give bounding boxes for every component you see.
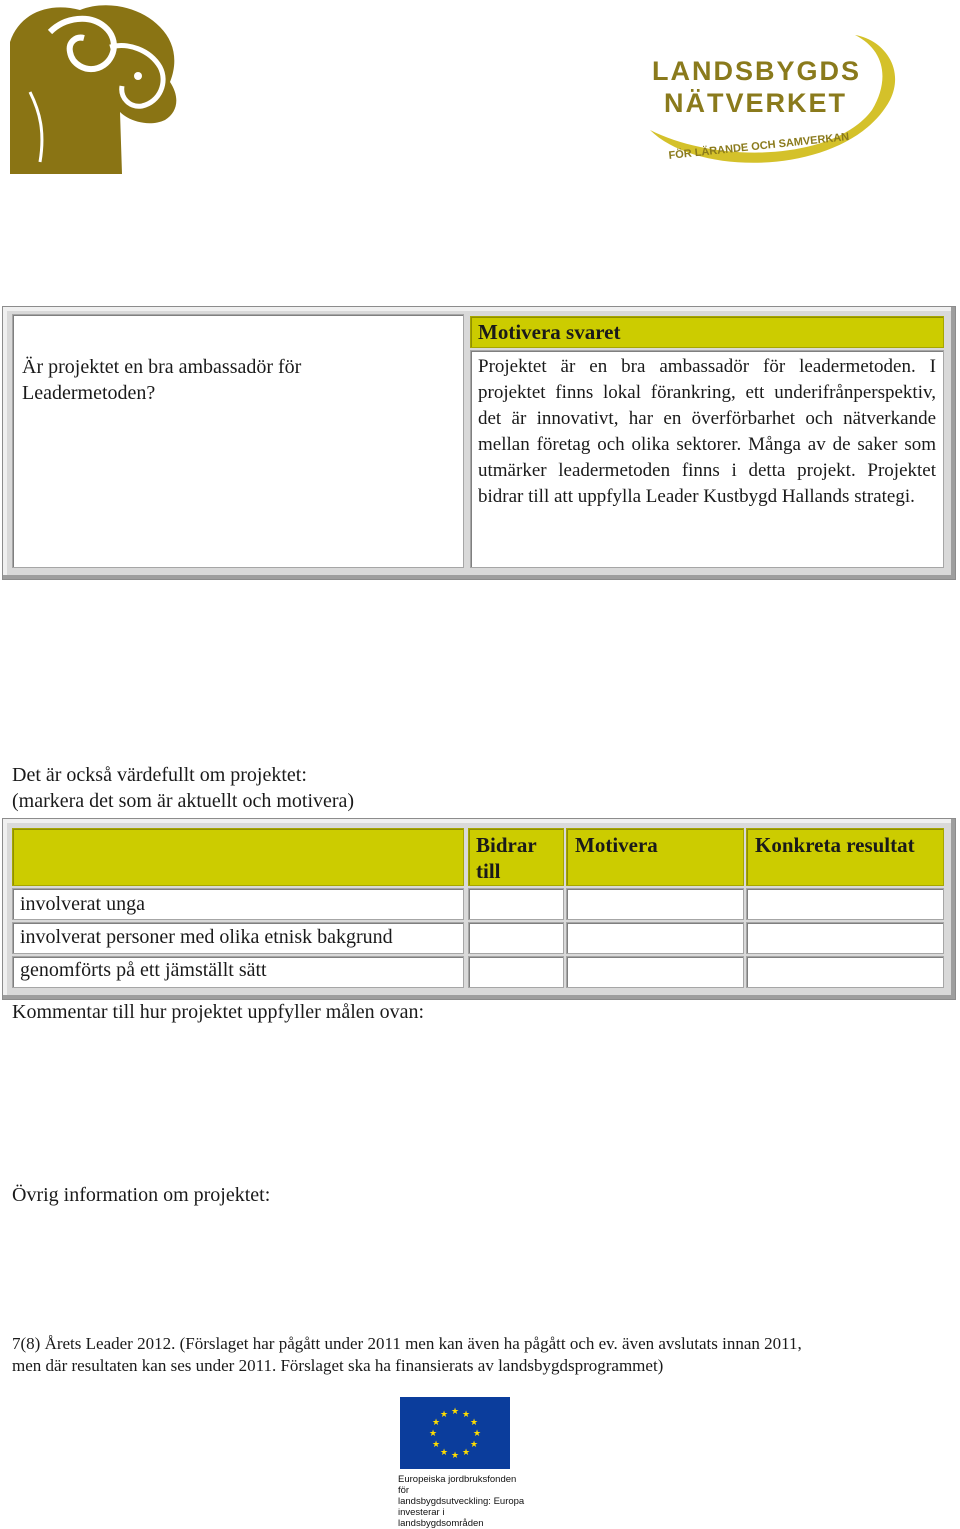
- results-field-row-1[interactable]: [746, 888, 944, 920]
- motivate-field-row-2[interactable]: [566, 922, 744, 954]
- svg-text:★: ★: [431, 1440, 441, 1450]
- eu-caption-line-3: investerar i landsbygdsområden: [398, 1507, 484, 1529]
- contributes-field-row-2[interactable]: [468, 922, 564, 954]
- svg-text:★: ★: [472, 1429, 482, 1439]
- answer-text: Projektet är en bra ambassadör för leadermetoden. I projektet finns lokal förankring, ett underifrånperspektiv, det är innovativt, har en överförbarhet och nätverkande mellan företag och olika sektorer. Många av de saker som utmärker leadermetoden finns i detta projekt. Projektet bidrar till att uppfylla Leader Kustbygd Hallands strategi.: [478, 356, 936, 507]
- svg-text:★: ★: [428, 1429, 438, 1439]
- svg-text:★: ★: [461, 1410, 471, 1420]
- table-row-label: involverat personer med olika etnisk bakgrund: [20, 926, 393, 948]
- eu-caption: [398, 1474, 528, 1529]
- footer-line-1: 7(8) Årets Leader 2012. (Förslaget har pågått under 2011 men kan även ha pågått och ev. även avslutats innan 2011,: [12, 1334, 802, 1353]
- valuable-header-label-cell: [12, 828, 464, 886]
- results-field-row-3[interactable]: [746, 956, 944, 988]
- col-header-motivate: Motivera: [575, 833, 658, 857]
- svg-text:★: ★: [469, 1440, 479, 1450]
- eu-caption-line-1: Europeiska jordbruksfonden för: [398, 1474, 517, 1496]
- other-info-label: Övrig information om projektet:: [12, 1184, 271, 1206]
- table-row-label: involverat unga: [20, 893, 145, 915]
- eu-caption-line-2: landsbygdsutveckling: Europa: [398, 1496, 525, 1507]
- motivate-field-row-1[interactable]: [566, 888, 744, 920]
- svg-text:★: ★: [450, 1451, 460, 1461]
- valuable-intro-2: (markera det som är aktuellt och motivera): [12, 790, 355, 812]
- brand-tagline: FÖR LÄRANDE OCH SAMVERKAN: [668, 131, 850, 162]
- svg-text:★: ★: [439, 1448, 449, 1458]
- col-header-results: Konkreta resultat: [755, 833, 915, 857]
- contributes-field-row-1[interactable]: [468, 888, 564, 920]
- comment-label: Kommentar till hur projektet uppfyller målen ovan:: [12, 1001, 425, 1023]
- svg-text:★: ★: [469, 1418, 479, 1428]
- contributes-field-row-3[interactable]: [468, 956, 564, 988]
- table-row-label: genomförts på ett jämställt sätt: [20, 959, 267, 981]
- brand-line-1: LANDSBYGDS: [652, 56, 862, 86]
- ram-head-logo-icon: [10, 2, 182, 174]
- brand-line-2: NÄTVERKET: [664, 88, 848, 118]
- eu-flag-icon: [400, 1397, 510, 1469]
- ambassador-question: Är projektet en bra ambassadör för Leadermetoden?: [22, 356, 302, 404]
- results-field-row-2[interactable]: [746, 922, 944, 954]
- motivate-field-row-3[interactable]: [566, 956, 744, 988]
- svg-text:★: ★: [461, 1448, 471, 1458]
- svg-text:★: ★: [450, 1407, 460, 1417]
- answer-header: Motivera svaret: [478, 320, 621, 344]
- ambassador-question-cell: [12, 314, 464, 568]
- footer-line-2: men där resultaten kan ses under 2011. Förslaget ska ha finansierats av landsbygdsprogrammet): [12, 1356, 664, 1375]
- svg-text:★: ★: [431, 1418, 441, 1428]
- col-header-contributes: Bidrar till: [476, 833, 537, 883]
- svg-text:★: ★: [439, 1410, 449, 1420]
- valuable-intro-1: Det är också värdefullt om projektet:: [12, 764, 307, 786]
